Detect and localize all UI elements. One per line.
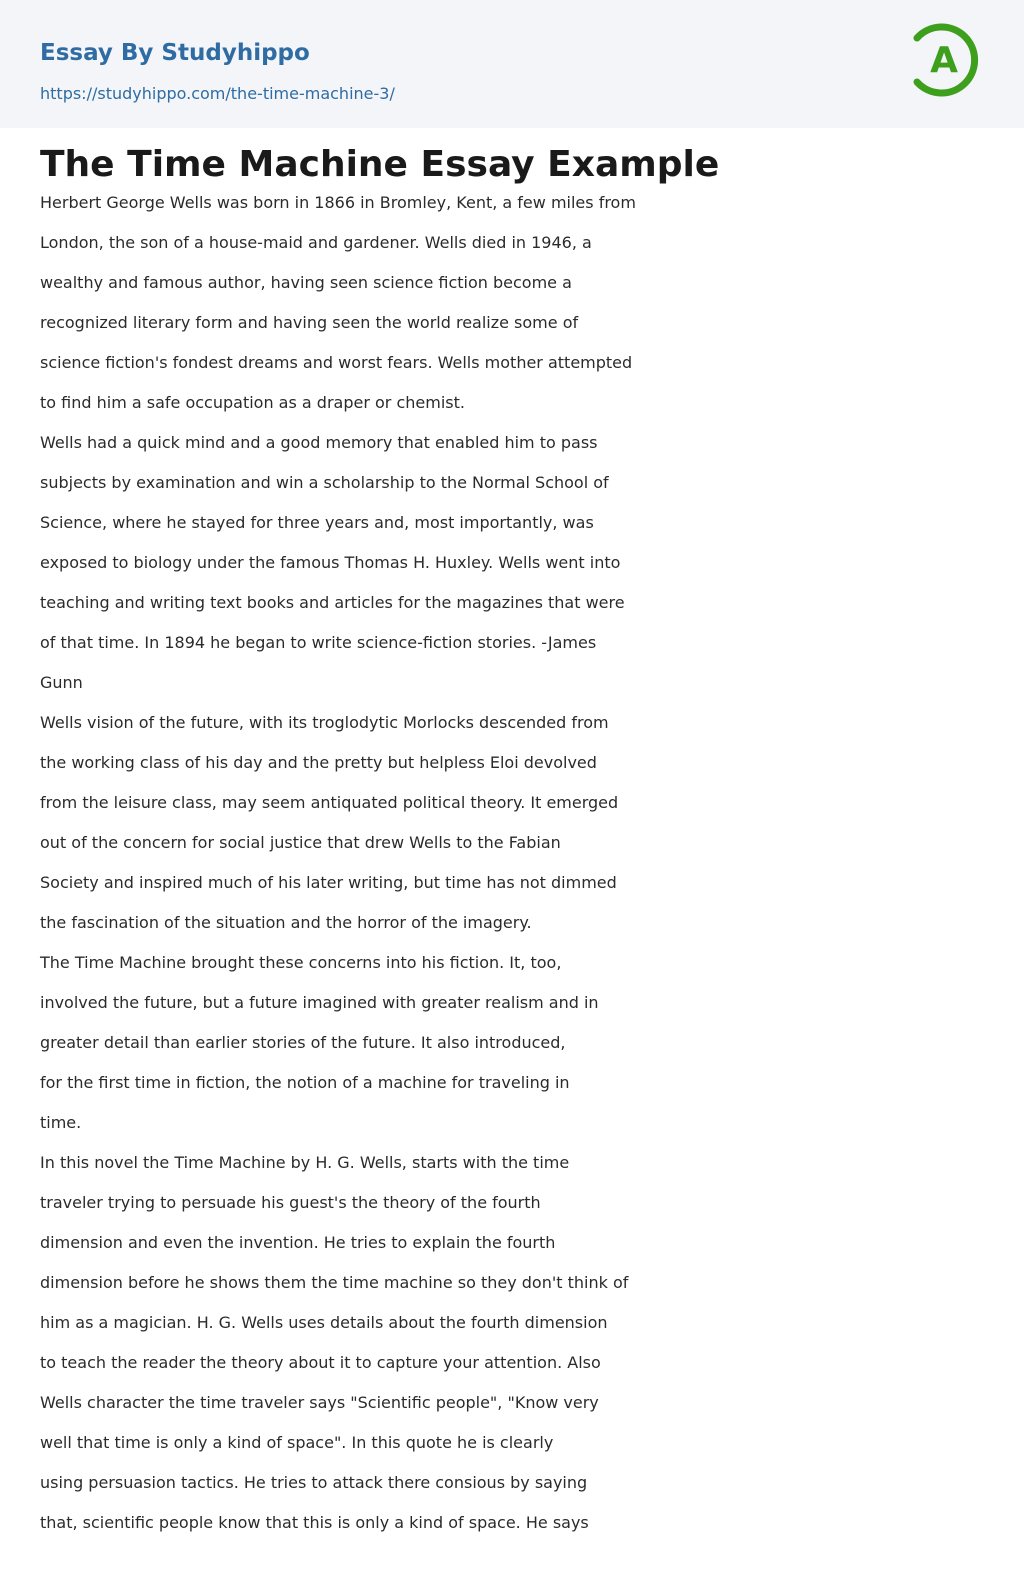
studyhippo-logo[interactable] [912,18,986,106]
essay-line: of that time. In 1894 he began to write science-fiction stories. -James [40,633,597,652]
essay-line: Wells character the time traveler says "Scientific people", "Know very [40,1393,599,1412]
essay-line: from the leisure class, may seem antiquated political theory. It emerged [40,793,619,812]
essay-line: involved the future, but a future imagined with greater realism and in [40,993,599,1012]
essay-line: dimension and even the invention. He tries to explain the fourth [40,1233,556,1252]
essay-line: the working class of his day and the pretty but helpless Eloi devolved [40,753,597,772]
essay-line: out of the concern for social justice that drew Wells to the Fabian [40,833,561,852]
logo-letter: A [930,40,958,81]
site-header [0,0,1024,128]
essay-line: In this novel the Time Machine by H. G. Wells, starts with the time [40,1153,570,1172]
essay-line: subjects by examination and win a scholarship to the Normal School of [40,473,609,492]
source-url-link[interactable]: https://studyhippo.com/the-time-machine-3/ [40,84,395,103]
essay-line: traveler trying to persuade his guest's the theory of the fourth [40,1193,541,1212]
essay-line: Wells had a quick mind and a good memory that enabled him to pass [40,433,598,452]
essay-line: Gunn [40,673,83,692]
essay-line: teaching and writing text books and articles for the magazines that were [40,593,625,612]
essay-line: exposed to biology under the famous Thomas H. Huxley. Wells went into [40,553,621,572]
essay-line: Wells vision of the future, with its troglodytic Morlocks descended from [40,713,609,732]
essay-line: to teach the reader the theory about it to capture your attention. Also [40,1353,601,1372]
essay-line: Society and inspired much of his later writing, but time has not dimmed [40,873,617,892]
essay-line: recognized literary form and having seen the world realize some of [40,313,579,332]
essay-line: for the first time in fiction, the notion of a machine for traveling in [40,1073,570,1092]
essay-line: him as a magician. H. G. Wells uses details about the fourth dimension [40,1313,608,1332]
essay-line: wealthy and famous author, having seen science fiction become a [40,273,572,292]
essay-line: Herbert George Wells was born in 1866 in Bromley, Kent, a few miles from [40,193,636,212]
essay-line: to find him a safe occupation as a draper or chemist. [40,393,465,412]
essay-line: science fiction's fondest dreams and worst fears. Wells mother attempted [40,353,633,372]
page-title: The Time Machine Essay Example [40,144,720,185]
site-brand: Essay By Studyhippo [40,40,310,66]
essay-line: London, the son of a house-maid and gardener. Wells died in 1946, a [40,233,592,252]
essay-line: The Time Machine brought these concerns into his fiction. It, too, [40,953,562,972]
essay-line: greater detail than earlier stories of the future. It also introduced, [40,1033,566,1052]
essay-body [40,193,660,1556]
essay-line: the fascination of the situation and the horror of the imagery. [40,913,532,932]
essay-line: Science, where he stayed for three years and, most importantly, was [40,513,594,532]
essay-line: well that time is only a kind of space". In this quote he is clearly [40,1433,554,1452]
essay-line: time. [40,1113,82,1132]
essay-line: dimension before he shows them the time machine so they don't think of [40,1273,629,1292]
essay-line: that, scientific people know that this is only a kind of space. He says [40,1513,589,1532]
essay-line: using persuasion tactics. He tries to attack there consious by saying [40,1473,588,1492]
